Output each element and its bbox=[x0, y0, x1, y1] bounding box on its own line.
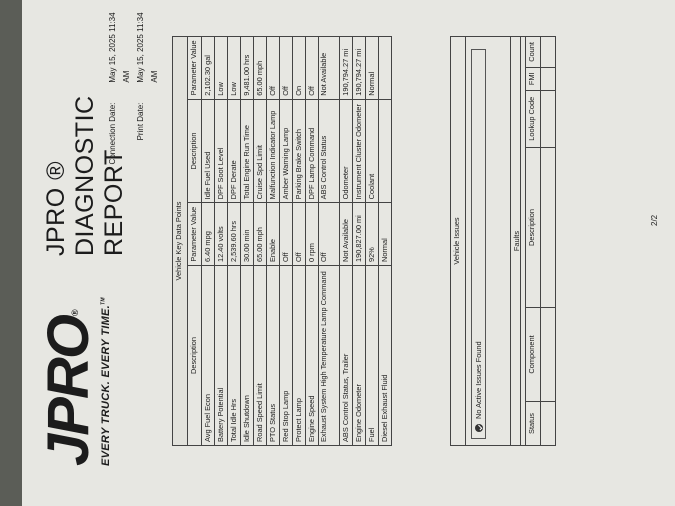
key-data-row bbox=[241, 37, 254, 446]
description-cell: Idle Shutdown bbox=[241, 266, 254, 446]
value-cell: 190,794.27 mi bbox=[340, 37, 353, 100]
description-cell: Diesel Exhaust Fluid bbox=[379, 266, 392, 446]
key-data-row bbox=[202, 37, 215, 446]
description-cell: Battery Potential bbox=[215, 266, 228, 446]
key-data-row bbox=[215, 37, 228, 446]
value-cell: Low bbox=[215, 37, 228, 100]
description-cell: Odometer bbox=[340, 99, 353, 203]
description-cell: Amber Warning Lamp bbox=[280, 99, 293, 203]
faults-table bbox=[510, 36, 556, 446]
value-cell: On bbox=[293, 37, 306, 100]
col-fmi: FMI bbox=[526, 67, 541, 90]
col-fault-description: Description bbox=[526, 148, 541, 308]
value-cell: Off bbox=[306, 37, 319, 100]
description-cell: Protect Lamp bbox=[293, 266, 306, 446]
description-cell bbox=[379, 99, 392, 203]
value-cell: Low bbox=[228, 37, 241, 100]
jpro-logo bbox=[36, 297, 112, 466]
description-cell: Coolant bbox=[366, 99, 379, 203]
value-cell: Off bbox=[267, 37, 280, 100]
logo-registered-mark: ® bbox=[70, 311, 80, 317]
value-cell: Off bbox=[280, 37, 293, 100]
page-number: 2/2 bbox=[650, 214, 659, 226]
key-data-row bbox=[280, 37, 293, 446]
key-data-row bbox=[293, 37, 306, 446]
col-description-left: Description bbox=[188, 266, 202, 446]
value-cell: Off bbox=[319, 203, 340, 266]
description-cell: ABS Control Status bbox=[319, 99, 340, 203]
value-cell: 12.40 volts bbox=[215, 203, 228, 266]
rotated-report bbox=[22, 0, 675, 506]
col-count: Count bbox=[526, 37, 541, 68]
key-data-row bbox=[366, 37, 379, 446]
value-cell: 65.00 mph bbox=[254, 203, 267, 266]
key-data-row bbox=[228, 37, 241, 446]
key-data-row bbox=[267, 37, 280, 446]
description-cell: Total Idle Hrs bbox=[228, 266, 241, 446]
key-data-row bbox=[353, 37, 366, 446]
value-cell: 30.00 min bbox=[241, 203, 254, 266]
report-dates bbox=[106, 0, 162, 206]
description-cell: ABS Control Status, Trailer bbox=[340, 266, 353, 446]
key-data-row bbox=[379, 37, 392, 446]
value-cell: Enable bbox=[267, 203, 280, 266]
col-status: Status bbox=[526, 401, 541, 445]
tagline-trademark: TM bbox=[100, 297, 107, 305]
no-issues-text: No Active Issues Found bbox=[474, 341, 483, 419]
description-cell: Red Stop Lamp bbox=[280, 266, 293, 446]
description-cell: Road Speed Limit bbox=[254, 266, 267, 446]
col-lookup-code: Lookup Code bbox=[526, 90, 541, 147]
value-cell: 65.00 mph bbox=[254, 37, 267, 100]
logo-text: JPRO bbox=[36, 316, 101, 466]
report-page bbox=[22, 0, 675, 506]
value-cell: 9,481.00 hrs bbox=[241, 37, 254, 100]
value-cell bbox=[379, 37, 392, 100]
description-cell: Total Engine Run Time bbox=[241, 99, 254, 203]
description-cell: Exhaust System High Temperature Lamp Command bbox=[319, 266, 340, 446]
value-cell: Normal bbox=[379, 203, 392, 266]
logo-tagline: EVERY TRUCK. EVERY TIME. bbox=[100, 304, 112, 466]
key-data-table bbox=[172, 36, 392, 446]
key-data-row bbox=[306, 37, 319, 446]
value-cell: Not Available bbox=[340, 203, 353, 266]
print-date-value: May 15, 2025 11:34 AM bbox=[136, 12, 159, 83]
value-cell: 190,794.27 mi bbox=[353, 37, 366, 100]
value-cell: Normal bbox=[366, 37, 379, 100]
description-cell: DPF Soot Level bbox=[215, 99, 228, 203]
print-date-label: Print Date: bbox=[136, 102, 145, 141]
description-cell: Fuel bbox=[366, 266, 379, 446]
key-data-row bbox=[254, 37, 267, 446]
description-cell: Instrument Cluster Odometer bbox=[353, 99, 366, 203]
col-description-right: Description bbox=[188, 99, 202, 203]
value-cell: Not Available bbox=[319, 37, 340, 100]
report-title: JPRO ® DIAGNOSTIC REPORT bbox=[42, 95, 128, 256]
col-value-right: Parameter Value bbox=[188, 37, 202, 100]
checkmark-icon bbox=[475, 424, 483, 432]
description-cell: Avg Fuel Econ bbox=[202, 266, 215, 446]
connection-date-label: Connection Date: bbox=[108, 102, 117, 165]
no-issues-message bbox=[471, 49, 486, 439]
key-data-row bbox=[340, 37, 353, 446]
description-cell: Malfunction Indicator Lamp bbox=[267, 99, 280, 203]
key-data-row bbox=[319, 37, 340, 446]
key-data-rows bbox=[202, 37, 392, 446]
description-cell: PTO Status bbox=[267, 266, 280, 446]
description-cell: Parking Brake Switch bbox=[293, 99, 306, 203]
col-component: Component bbox=[526, 307, 541, 401]
value-cell: 6.40 mpg bbox=[202, 203, 215, 266]
value-cell: 2,102.30 gal bbox=[202, 37, 215, 100]
description-cell: Idle Fuel Used bbox=[202, 99, 215, 203]
value-cell: 2,539.60 hrs bbox=[228, 203, 241, 266]
value-cell: Off bbox=[280, 203, 293, 266]
description-cell: Engine Speed bbox=[306, 266, 319, 446]
description-cell: DPF Derate bbox=[228, 99, 241, 203]
description-cell: Engine Odometer bbox=[353, 266, 366, 446]
key-data-section-title: Vehicle Key Data Points bbox=[173, 37, 188, 446]
value-cell: 92% bbox=[366, 203, 379, 266]
value-cell: 190,827.00 mi bbox=[353, 203, 366, 266]
connection-date-value: May 15, 2025 11:34 AM bbox=[108, 12, 131, 83]
value-cell: Off bbox=[293, 203, 306, 266]
description-cell: Cruise Spd Limit bbox=[254, 99, 267, 203]
col-value-left: Parameter Value bbox=[188, 203, 202, 266]
vehicle-issues-title: Vehicle Issues bbox=[451, 37, 466, 446]
value-cell: 0 rpm bbox=[306, 203, 319, 266]
description-cell: DPF Lamp Command bbox=[306, 99, 319, 203]
faults-title: Faults bbox=[511, 37, 526, 446]
